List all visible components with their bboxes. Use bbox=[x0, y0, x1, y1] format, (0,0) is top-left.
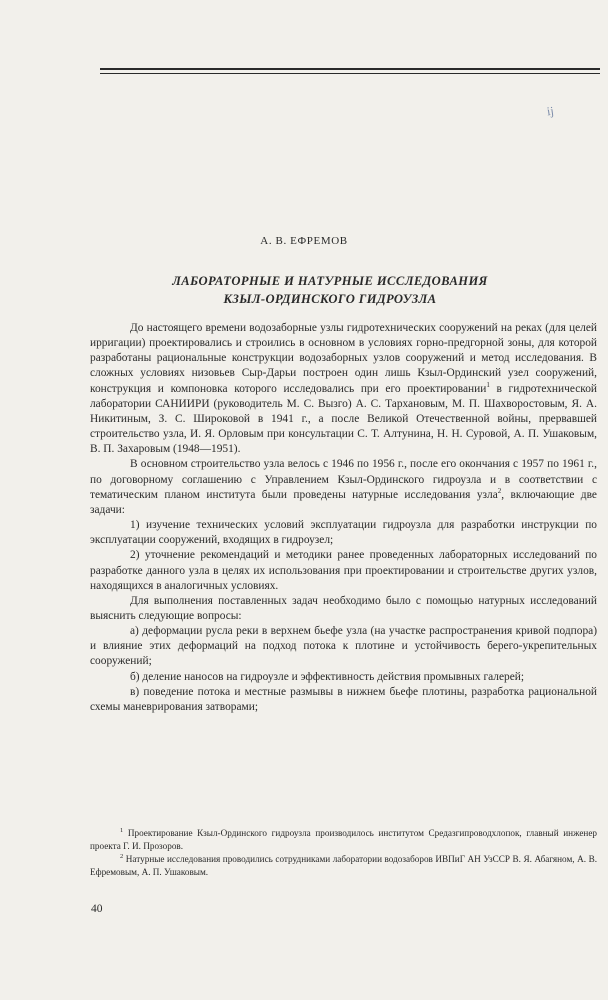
pencil-annotation: ij bbox=[545, 103, 555, 119]
footnote-2-marker: 2 bbox=[120, 852, 124, 860]
header-rule-thick bbox=[100, 68, 600, 70]
paragraph-construction-text-a: В основном строительство узла велось с 1946 по 1956 г., после его окончания с 1957 по 1961 г., по договорному соглашению с Управлением Кзыл-Ординского гидроузла и в соответствии с тематическим планом института были проведены натурные исследования узла bbox=[90, 458, 597, 501]
footnote-2 bbox=[90, 853, 597, 879]
article-author: А. В. ЕФРЕМОВ bbox=[260, 235, 348, 247]
title-line-2: КЗЫЛ-ОРДИНСКОГО ГИДРОУЗЛА bbox=[223, 292, 437, 306]
article-title bbox=[60, 272, 600, 308]
article-body bbox=[90, 321, 597, 715]
task-item-2: 2) уточнение рекомендаций и методики ранее проведенных лабораторных исследований по разработке данного узла в целях их использования при проектировании и строительстве других узлов, находящихся в аналогичных условиях. bbox=[90, 549, 597, 592]
footnote-1-text: Проектирование Кзыл-Ординского гидроузла производилось институтом Средазгипроводхлопок, главный инженер проекта Г. И. Прозоров. bbox=[90, 828, 597, 851]
page-number: 40 bbox=[91, 903, 103, 915]
footnote-2-text: Натурные исследования проводились сотрудниками лаборатории водозаборов ИВПиГ АН УзССР В. Я. Абагяном, А. В. Ефремовым, А. П. Ушаковым. bbox=[90, 854, 597, 877]
title-line-1: ЛАБОРАТОРНЫЕ И НАТУРНЫЕ ИССЛЕДОВАНИЯ bbox=[172, 274, 488, 288]
paragraph-construction-text-b: , включающие две задачи: bbox=[90, 488, 597, 516]
paragraph-intro-text-a: До настоящего времени водозаборные узлы гидротехнических сооружений на реках (для целей ирригации) проектировались и строились в основном в условиях горно-предгорной зоны, для которой разработаны рациональные конструкции водозаборных узлов сооружений и метод исследования. В сложных условиях низовьев Сыр-Дарьи построен один лишь Кзыл-Ординский узел сооружений, конструкция и компоновка которого исследовались при его проектировании bbox=[90, 322, 597, 395]
footnotes bbox=[90, 827, 597, 879]
footnote-ref-2[interactable]: 2 bbox=[497, 486, 502, 495]
footnote-ref-1[interactable]: 1 bbox=[486, 380, 490, 389]
question-c: в) поведение потока и местные размывы в нижнем бьефе плотины, разработка рациональной схемы маневрирования затворами; bbox=[90, 685, 597, 713]
header-rule-thin bbox=[100, 73, 600, 74]
question-b: б) деление наносов на гидроузле и эффективность действия промывных галерей; bbox=[130, 670, 525, 683]
footnote-1 bbox=[90, 827, 597, 853]
paragraph-construction bbox=[90, 457, 597, 518]
footnote-1-marker: 1 bbox=[120, 826, 124, 834]
paragraph-intro bbox=[90, 321, 597, 457]
paragraph-intro-text-b: в гидротехнической лаборатории САНИИРИ (руководитель М. С. Вызго) А. С. Тархановым, М. П. Шахворостовым, Я. А. Никитиным, З. С. Широковой в 1941 г., а после Великой Отечественной войны, прервавшей строительство узла, И. Я. Орловым при консультации С. Т. Алтунина, Н. Н. Суровой, А. П. Ушаковым, В. П. Захаровым (1948—1951). bbox=[90, 382, 597, 456]
task-item-1: 1) изучение технических условий эксплуатации гидроузла для разработки инструкции по эксплуатации сооружений, входящих в гидроузел; bbox=[90, 519, 597, 547]
paragraph-questions: Для выполнения поставленных задач необходимо было с помощью натурных исследований выяснить следующие вопросы: bbox=[90, 594, 597, 622]
question-a: а) деформации русла реки в верхнем бьефе узла (на участке распространения кривой подпора) и влияние этих деформаций на подход потока к плотине и устойчивость берего-укрепительных сооружений; bbox=[90, 625, 597, 668]
